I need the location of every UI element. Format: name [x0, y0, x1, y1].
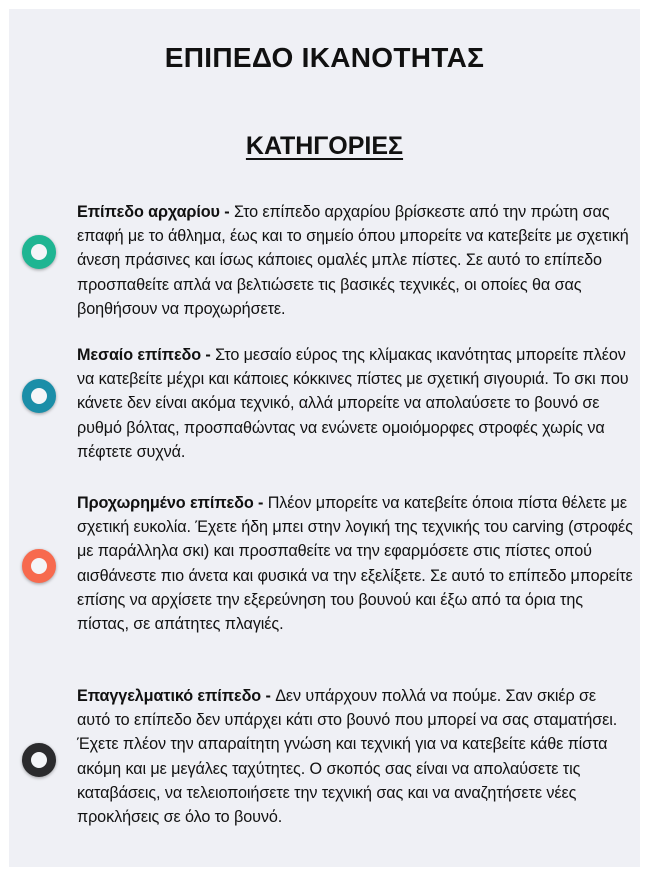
level-description: Δεν υπάρχουν πολλά να πούμε. Σαν σκιέρ σε αυτό το επίπεδο δεν υπάρχει κάτι στο βουνό που μπορεί να σας σταματήσει. Έχετε πλέον την απαραίτητη γνώση και τεχνική για να κατεβείτε κάθε πίστα ακόμη και με μεγάλες ταχύτητες. Ο σκοπός σας είναι να απολαύσετε τις καταβάσεις, να τελειοποιήσετε την τεχνική σας και να αναζητήσετε νέες προκλήσεις σε όλο το βουνό.	[77, 687, 618, 827]
level-name: Επαγγελματικό επίπεδο	[77, 687, 262, 705]
intermediate-ring-icon	[22, 379, 56, 413]
level-separator: -	[201, 346, 216, 364]
level-item-expert	[77, 684, 633, 829]
level-description: Στο μεσαίο εύρος της κλίμακας ικανότητας μπορείτε πλέον να κατεβείτε μέχρι και κάποιες κόκκινες πίστες με σχετική σιγουριά. Το σκι που κάνετε δεν είναι ακόμα τεχνικό, αλλά μπορείτε να απολαύσετε το βουνό σε ρυθμό βόλτας, προσπαθώντας να ενώνετε ομοιόμορφες στροφές χωρίς να πέφτετε συχνά.	[77, 346, 629, 461]
page-title: ΕΠΙΠΕΔΟ ΙΚΑΝΟΤΗΤΑΣ	[164, 42, 485, 73]
level-name: Προχωρημένο επίπεδο	[77, 494, 254, 512]
advanced-ring-icon	[22, 549, 56, 583]
level-item-intermediate	[77, 343, 633, 464]
level-name: Επίπεδο αρχαρίου	[77, 203, 220, 221]
level-separator: -	[253, 494, 268, 512]
section-heading: ΚΑΤΗΓΟΡΙΕΣ	[245, 132, 404, 160]
expert-ring-icon	[22, 743, 56, 777]
level-separator: -	[261, 687, 276, 705]
beginner-ring-icon	[22, 235, 56, 269]
level-item-beginner	[77, 200, 633, 321]
level-description: Στο επίπεδο αρχαρίου βρίσκεστε από την πρώτη σας επαφή με το άθλημα, έως και το σημείο όπου μπορείτε να κατεβείτε με σχετική άνεση πράσινες και ίσως κάποιες ομαλές μπλε πίστες. Σε αυτό το επίπεδο προσπαθείτε απλά να βελτιώσετε τις βασικές τεχνικές, οι οποίες θα σας βοηθήσουν να προχωρήσετε.	[77, 203, 629, 318]
level-separator: -	[219, 203, 234, 221]
level-description: Πλέον μπορείτε να κατεβείτε όποια πίστα θέλετε με σχετική ευκολία. Έχετε ήδη μπει στην λογική της τεχνικής του carving (στροφές με παράλληλα σκι) και προσπαθείτε να την εφαρμόσετε στις πίστες οπού αισθάνεστε πιο άνετα και φυσικά να την εξελίξετε. Σε αυτό το επίπεδο μπορείτε επίσης να αρχίσετε την εξερεύνηση του βουνού και έξω από τα όρια της πίστας, σε απάτητες πλαγιές.	[77, 494, 633, 634]
level-name: Μεσαίο επίπεδο	[77, 346, 202, 364]
skill-level-card	[9, 9, 640, 867]
level-item-advanced	[77, 491, 633, 636]
